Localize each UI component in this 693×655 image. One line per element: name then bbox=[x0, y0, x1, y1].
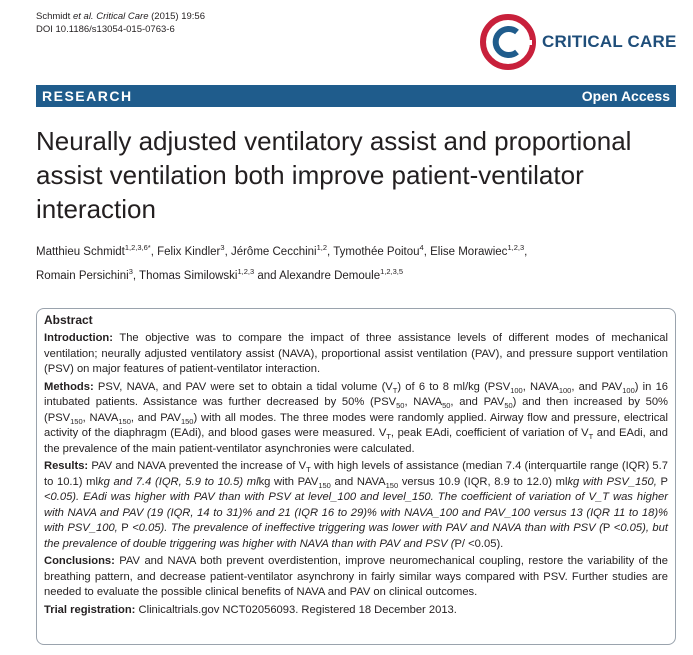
abstract-section-heading: Conclusions: bbox=[44, 555, 115, 567]
open-access-label[interactable]: Open Access bbox=[581, 88, 670, 104]
abstract-section-heading: Introduction: bbox=[44, 332, 113, 344]
author-name[interactable]: Jérôme Cecchini bbox=[230, 245, 317, 258]
author-affiliation: 1,2 bbox=[316, 243, 328, 252]
citation-journal: Critical Care bbox=[93, 11, 149, 22]
abstract-section-text: PAV and NAVA both prevent overdistention, improve neuromechanical coupling, restore the variability of the breathing pattern, and decrease patient-ventilator asynchrony in fairly similar ways compared with PSV. Further studies are needed to evaluate the possible clinical benefits of NAVA and PAV on clinical outcomes. bbox=[44, 555, 668, 598]
abstract-paragraph bbox=[44, 603, 668, 619]
section-banner bbox=[36, 85, 676, 107]
abstract-section-text: PAV and NAVA prevented the increase of $V_T$ with high levels of assistance (median 7.4 (interquartile range (IQR) 5.7 to 10.1) mlkg and 7.4 (IQR, 5.9 to 10.5) mlkg with $PAV_{150}$ and $NAVA_{150}$ versus 10.9 (IQR, 8.9 to 12.0) mlkg with PSV_150, P <0.05). EAdi was higher with PAV than with PSV at level_100 and level_150. The coefficient of variation of V_T was higher with NAVA and PAV (19 (IQR, 14 to 31)% and 21 (IQR 16 to 29)% with NAVA_100 and PAV_100 versus 13 (IQR 11 to 18)% with PSV_100, P <0.05). The prevalence of ineffective triggering was lower with PAV and NAVA than with PSV (P <0.05), but the prevalence of double triggering was higher with NAVA than with PAV and PSV (P/ <0.05). bbox=[44, 460, 668, 550]
author-name[interactable]: Tymothée Poitou bbox=[333, 245, 420, 258]
critical-care-logo-icon bbox=[480, 14, 536, 70]
citation-line bbox=[36, 10, 205, 23]
author-name[interactable]: Felix Kindler bbox=[157, 245, 221, 258]
abstract-paragraph bbox=[44, 380, 668, 458]
author-name[interactable]: Matthieu Schmidt bbox=[36, 245, 125, 258]
abstract-box bbox=[36, 308, 676, 645]
author-affiliation: 1,2,3,5 bbox=[380, 266, 404, 276]
author-affiliation: 3 bbox=[220, 243, 225, 252]
author-name[interactable]: Romain Persichini bbox=[36, 269, 129, 282]
abstract-section-text: Clinicaltrials.gov NCT02056093. Registered 18 December 2013. bbox=[135, 603, 457, 616]
journal-name: CRITICAL CARE bbox=[542, 32, 677, 51]
author-affiliation: 1,2,3 bbox=[237, 266, 255, 276]
abstract-section-text: PSV, NAVA, and PAV were set to obtain a tidal volume $(V_T)$ of 6 to 8 ml/kg ($PSV_{100}$, $NAVA_{100}$, and $PAV_{100}$) in 16 intubated patients. Assistance was further decreased by 50% ($PSV_{50}$, $NAVA_{50}$, and $PAV_{50}$) and then increased by 50% ($PSV_{150}$, $NAVA_{150}$, and $PAV_{150}$) with all modes. The three modes were randomly applied. Airway flow and pressure, electrical activity of the diaphragm (EAdi), and blood gases were measured. $V_T$, peak EAdi, coefficient of variation of $V_T$ and EAdi, and the prevalence of the main patient-ventilator asynchronies were calculated. bbox=[44, 380, 669, 455]
abstract-section-text: The objective was to compare the impact of three assistance levels of different modes of mechanical ventilation; neurally adjusted ventilatory assist (NAVA), proportional assist ventilation (PAV), and pressure support ventilation (PSV) on major features of patient-ventilator interaction. bbox=[44, 332, 668, 375]
author-affiliation: 3 bbox=[128, 266, 133, 276]
abstract-section-heading: Trial registration: bbox=[44, 603, 136, 616]
citation-authors: Schmidt bbox=[36, 11, 73, 22]
journal-logo[interactable] bbox=[480, 14, 677, 70]
abstract-paragraph bbox=[44, 331, 668, 378]
citation-volume: (2015) 19:56 bbox=[148, 11, 205, 22]
abstract-paragraph bbox=[44, 554, 668, 601]
author-affiliation: 1,2,3,6* bbox=[124, 243, 151, 252]
author-name[interactable]: Alexandre Demoule bbox=[279, 269, 381, 282]
citation-etal: et al. bbox=[72, 11, 94, 22]
section-label: RESEARCH bbox=[42, 88, 133, 104]
author-name[interactable]: Thomas Similowski bbox=[139, 269, 238, 282]
abstract-sections bbox=[44, 331, 668, 618]
author-affiliation: 1,2,3 bbox=[507, 243, 525, 252]
citation-block bbox=[36, 10, 205, 36]
abstract-heading: Abstract bbox=[44, 313, 93, 327]
abstract-section-heading: Methods: bbox=[44, 380, 94, 393]
abstract-paragraph bbox=[44, 459, 668, 552]
doi[interactable]: DOI 10.1186/s13054-015-0763-6 bbox=[36, 24, 175, 35]
article-title: Neurally adjusted ventilatory assist and proportional assist ventilation both improve patient-ventilator interaction bbox=[36, 126, 632, 224]
author-name[interactable]: Elise Morawiec bbox=[430, 245, 508, 258]
abstract-section-heading: Results: bbox=[44, 460, 89, 472]
author-affiliation: 4 bbox=[419, 243, 424, 252]
author-list: Matthieu Schmidt$^{1,2,3,6*}$, Felix Kindler$^3$, Jérôme Cecchini$^{1,2}$, Tymothée Poitou$^4$, Elise Morawiec$^{1,2,3}$, Romain Persichini$^3$, Thomas Similowski$^{1,2,3}$ and Alexandre Demoule$^{1,2,3,5}$ bbox=[36, 243, 528, 282]
